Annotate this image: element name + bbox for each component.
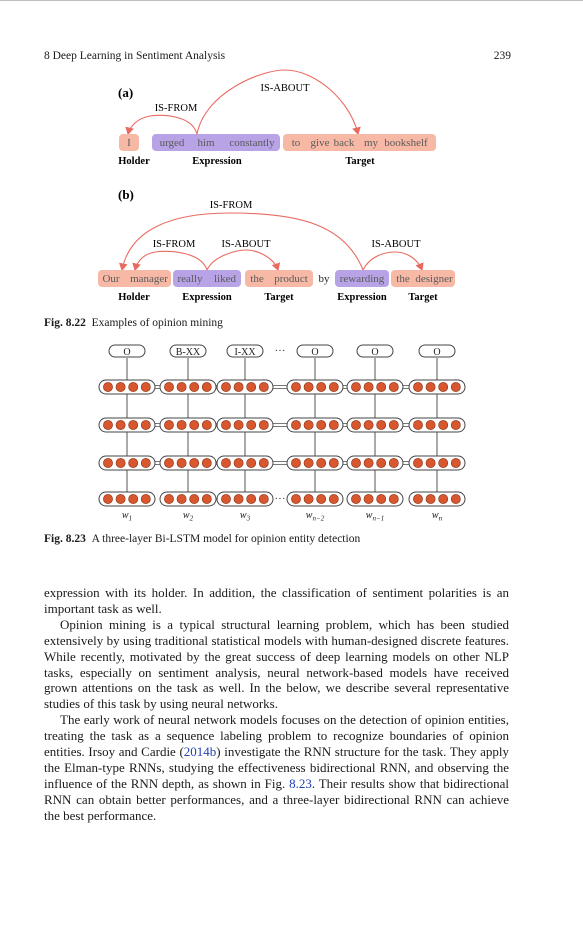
role-b: Target [264,292,294,303]
neuron [364,458,373,467]
token-a: to [291,137,301,149]
input-word: $w_2$ [182,510,194,523]
neuron [259,420,268,429]
arc-a-is-about-label: IS-ABOUT [260,83,310,94]
output-label: B-XX [175,347,201,358]
neuron [291,420,300,429]
neuron [291,458,300,467]
neuron [377,420,386,429]
input-word: $w_3$ [239,510,251,523]
neuron [426,382,435,391]
arc-b-is-about-1-label: IS-ABOUT [221,239,271,250]
neuron [439,382,448,391]
neuron [329,382,338,391]
paragraph [44,712,509,823]
neuron [221,382,230,391]
token-b: rewarding [339,273,385,285]
running-header: 8 Deep Learning in Sentiment Analysis [44,50,226,62]
neuron [247,494,256,503]
input-word-subscript: 3 [246,514,251,523]
ellipsis: ··· [274,493,286,505]
neuron [247,420,256,429]
input-word: $w_n$ [431,510,443,523]
input-word-subscript: n [438,514,443,523]
token-b: manager [130,273,168,285]
output-label: O [433,347,441,358]
panel-b-label: (b) [118,187,134,202]
neuron [234,382,243,391]
neuron [291,382,300,391]
arc-b-top-label: IS-FROM [209,200,253,211]
neuron [103,458,112,467]
neuron [377,382,386,391]
neuron [129,458,138,467]
arc-b-is-about-2-label: IS-ABOUT [371,239,421,250]
input-word: $w_1$ [121,510,133,523]
neuron [439,458,448,467]
role-b: Expression [337,292,387,303]
neuron [389,420,398,429]
neuron [190,494,199,503]
token-b: Our [102,273,120,285]
ellipsis: ··· [274,345,286,357]
neuron [190,458,199,467]
neuron [234,420,243,429]
neuron [129,382,138,391]
neuron [164,382,173,391]
neuron [221,458,230,467]
neuron [164,458,173,467]
token-a: back [333,137,355,149]
paragraph-part: . Their results show that bidirectional RNN can obtain better performances, and a three-layer bidirectional RNN can achieve the best performance. [44,775,509,823]
token-a: constantly [229,137,275,149]
paragraph-part: The early work of neural network models focuses on the detection of opinion entities, treating the task as a sequence labeling problem to recognize boundaries of opinion entities. Irsoy and Cardie ( [44,712,509,760]
neuron [451,382,460,391]
page-number: 239 [493,50,511,62]
output-label: I-XX [234,347,256,358]
panel-a-label: (a) [118,85,134,100]
input-word-subscript: n−2 [312,514,325,523]
input-word: $w_{n-2}$ [305,510,325,523]
input-word-subscript: 2 [189,514,194,523]
neuron [413,494,422,503]
figure-8-23-caption [44,533,360,545]
paragraph: expression with its holder. In addition, the classification of sentiment polarities is an important task as well. [44,585,509,616]
neuron [317,382,326,391]
role-a: Holder [118,156,150,167]
neuron [164,420,173,429]
token-b: liked [214,273,236,285]
caption-text: A three-layer Bi-LSTM model for opinion entity detection [91,533,361,545]
neuron [129,420,138,429]
neuron [259,382,268,391]
neuron [413,382,422,391]
output-label: O [311,347,319,358]
neuron [364,382,373,391]
neuron [426,458,435,467]
token-b: the [396,273,410,285]
output-label: O [123,347,131,358]
token-b: product [274,273,308,285]
arc-a-is-from-label: IS-FROM [154,103,198,114]
caption-label: Fig. 8.22 [44,317,86,329]
neuron [451,494,460,503]
neuron [259,458,268,467]
neuron [291,494,300,503]
neuron [304,458,313,467]
role-b: Target [408,292,438,303]
token-a: my [363,137,379,149]
neuron [103,420,112,429]
token-b: the [250,273,264,285]
neuron [103,382,112,391]
token-a: give [310,137,330,149]
neuron [304,420,313,429]
token-a: urged [159,137,185,149]
neuron [116,494,125,503]
neuron [329,494,338,503]
neuron [377,458,386,467]
neuron [177,382,186,391]
neuron [389,458,398,467]
neuron [234,458,243,467]
neuron [364,494,373,503]
figure-ref-link[interactable]: 8.23 [289,775,312,791]
input-word: $w_{n-1}$ [365,510,385,523]
caption-label: Fig. 8.23 [44,533,86,545]
neuron [439,494,448,503]
neuron [141,420,150,429]
neuron [202,382,211,391]
neuron [141,458,150,467]
neuron [364,420,373,429]
paragraph-part: ) investigate the RNN structure for the task. They apply the Elman-type RNNs, studying the effectiveness bidirectional RNN, and observing the influence of the RNN depth, as shown in Fig. [44,744,510,791]
output-label: O [371,347,379,358]
neuron [426,494,435,503]
neuron [202,420,211,429]
neuron [389,382,398,391]
input-word-subscript: n−1 [372,514,385,523]
neuron [234,494,243,503]
neuron [259,494,268,503]
neuron [451,458,460,467]
neuron [202,494,211,503]
token-a: him [197,137,215,149]
neuron [141,494,150,503]
token-b: designer [415,273,453,285]
neuron [177,494,186,503]
neuron [247,458,256,467]
neuron [317,458,326,467]
neuron [413,458,422,467]
neuron [129,494,138,503]
neuron [177,458,186,467]
neuron [317,494,326,503]
role-b: Holder [118,292,150,303]
neuron [317,420,326,429]
citation-link[interactable]: 2014b [183,744,217,760]
neuron [351,420,360,429]
neuron [116,458,125,467]
token-a: bookshelf [384,137,428,149]
neuron [103,494,112,503]
token-b: by [318,273,330,285]
token-b: really [177,273,203,285]
neuron [116,382,125,391]
neuron [329,420,338,429]
input-word-subscript: 1 [128,514,133,523]
neuron [389,494,398,503]
role-a: Expression [192,156,242,167]
role-a: Target [345,156,375,167]
neuron [141,382,150,391]
neuron [377,494,386,503]
token-a: I [127,137,131,149]
neuron [202,458,211,467]
caption-text: Examples of opinion mining [91,317,223,329]
neuron [164,494,173,503]
neuron [116,420,125,429]
neuron [190,382,199,391]
neuron [190,420,199,429]
neuron [177,420,186,429]
neuron [221,494,230,503]
neuron [451,420,460,429]
neuron [247,382,256,391]
neuron [426,420,435,429]
body-text [44,585,509,824]
neuron [329,458,338,467]
neuron [351,458,360,467]
role-b: Expression [182,292,232,303]
neuron [304,494,313,503]
neuron [221,420,230,429]
neuron [304,382,313,391]
paragraph: Opinion mining is a typical structural learning problem, which has been studied extensively by using traditional statistical models with human-designed discrete features. While recently, motivated by the great success of deep learning models on other NLP tasks, especially on sentiment analysis, neural network-based models have received grown attentions on the task as well. In the below, we describe several representative studies of this task by using neural networks. [44,616,509,712]
neuron [413,420,422,429]
arc-b-is-from-label: IS-FROM [152,239,196,250]
neuron [351,382,360,391]
neuron [351,494,360,503]
neuron [439,420,448,429]
